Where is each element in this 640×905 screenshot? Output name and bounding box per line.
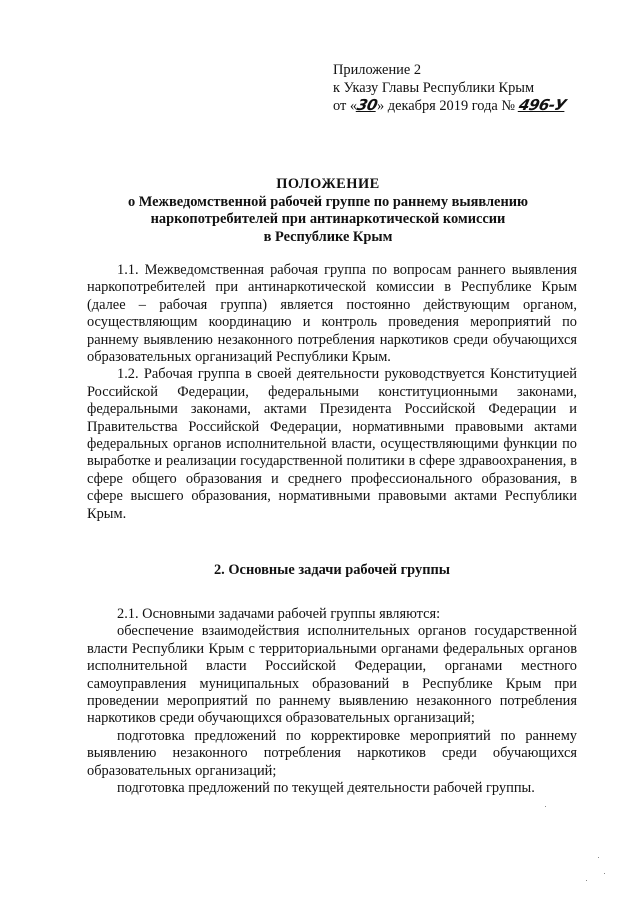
handwritten-day: 30: [355, 96, 380, 114]
appendix-date-line: [333, 96, 568, 116]
paragraph-2-task-1: обеспечение взаимодействия исполнительных органов государственной власти Республики Крым с территориальными органами федеральных органов исполнительной власти Российской Федерации, органами местного самоуправления муниципальных образований в Республике Крым при проведении мероприятий по раннему выявлению незаконного потребления наркотиков среди обучающихся образовательных организаций;: [87, 623, 577, 727]
title-heading: ПОЛОЖЕНИЕ: [276, 176, 380, 192]
document-title: [80, 176, 576, 246]
section-1-body: [87, 262, 577, 523]
paragraph-2-1: 2.1. Основными задачами рабочей группы являются:: [117, 606, 441, 622]
paragraph-2-task-3: подготовка предложений по текущей деятельности рабочей группы.: [117, 780, 535, 797]
paragraph-1-2: 1.2. Рабочая группа в своей деятельности руководствуется Конституцией Российской Федерации, федеральными конституционными законами, федеральными законами, актами Президента Российской Федерации и Правительства Российской Федерации, нормативными правовыми актами федеральных органов исполнительной власти, осуществляющими функции по выработке и реализации государственной политики в сфере здравоохранения, в сфере общего образования и среднего профессионального образования, в сфере высшего образования, нормативными правовыми актами Республики Крым.: [87, 366, 577, 522]
date-middle: » декабря 2019 года №: [376, 98, 516, 114]
date-prefix: от «: [333, 98, 358, 114]
scan-speck: [545, 806, 546, 807]
appendix-header: [333, 62, 568, 116]
section-2-heading: 2. Основные задачи рабочей группы: [213, 562, 451, 578]
appendix-number: Приложение 2: [333, 62, 422, 78]
handwritten-decree-number: 496-У: [516, 96, 568, 114]
scan-speck: [598, 857, 599, 858]
appendix-decree-reference: к Указу Главы Республики Крым: [333, 79, 535, 96]
scan-speck: [586, 880, 587, 881]
scan-speck: [604, 873, 605, 874]
title-line-3: в Республике Крым: [263, 228, 393, 245]
title-line-2: наркопотребителей при антинаркотической комиссии: [150, 211, 506, 228]
section-2-body: [87, 606, 577, 797]
paragraph-1-1: 1.1. Межведомственная рабочая группа по вопросам раннего выявления наркопотребителей при антинаркотической комиссии в Республике Крым (далее – рабочая группа) является постоянно действующим органом, осуществляющим координацию и контроль проведения мероприятий по раннему выявлению незаконного потребления наркотиков среди обучающихся образовательных организаций Республики Крым.: [87, 262, 577, 366]
title-line-1: о Межведомственной рабочей группе по раннему выявлению: [127, 193, 529, 210]
paragraph-2-task-2: подготовка предложений по корректировке мероприятий по раннему выявлению незаконного потребления наркотиков среди обучающихся образовательных организаций;: [87, 727, 577, 779]
